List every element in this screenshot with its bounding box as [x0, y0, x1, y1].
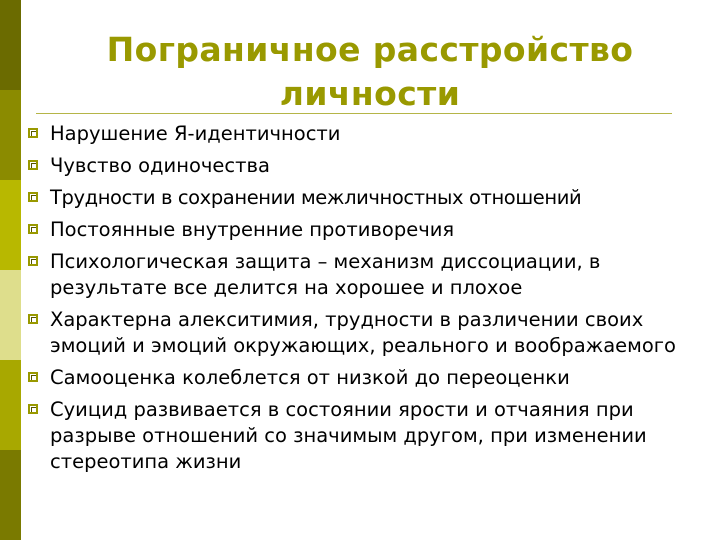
square-bullet-icon — [28, 224, 38, 234]
bar-segment — [0, 0, 21, 90]
square-bullet-icon — [28, 372, 38, 382]
bullet-text: Трудности в сохранении межличностных отношений — [50, 186, 582, 209]
bullet-item — [28, 365, 714, 391]
bullet-text: Характерна алекситимия, трудности в различении своих эмоций и эмоций окружающих, реального и воображаемого — [50, 308, 676, 357]
bar-segment — [0, 90, 21, 180]
title-divider — [36, 113, 672, 114]
bar-segment — [0, 270, 21, 360]
bar-segment — [0, 360, 21, 450]
bullet-item — [28, 307, 714, 359]
bar-segment — [0, 180, 21, 270]
bullet-list — [28, 121, 714, 481]
bullet-text: Постоянные внутренние противоречия — [50, 218, 455, 241]
square-bullet-icon — [28, 192, 38, 202]
bullet-item — [28, 217, 714, 243]
bar-segment — [0, 450, 21, 540]
left-decorative-bar — [0, 0, 21, 540]
slide-title — [36, 28, 704, 116]
bullet-text: Суицид развивается в состоянии ярости и отчаяния при разрыве отношений со значимым другом, при изменении стереотипа жизни — [50, 398, 647, 473]
square-bullet-icon — [28, 314, 38, 324]
bullet-text: Психологическая защита – механизм диссоциации, в результате все делится на хорошее и плохое — [50, 250, 601, 299]
bullet-item — [28, 185, 714, 211]
slide-title-line-1: Пограничное расстройство — [106, 30, 634, 69]
square-bullet-icon — [28, 128, 38, 138]
bullet-item — [28, 153, 714, 179]
square-bullet-icon — [28, 160, 38, 170]
bullet-item — [28, 249, 714, 301]
bullet-item — [28, 397, 714, 475]
bullet-item — [28, 121, 714, 147]
slide-title-line-2: личности — [279, 74, 461, 113]
bullet-text: Нарушение Я-идентичности — [50, 122, 341, 145]
bullet-text: Чувство одиночества — [50, 154, 270, 177]
square-bullet-icon — [28, 256, 38, 266]
bullet-text: Самооценка колеблется от низкой до переоценки — [50, 366, 570, 389]
square-bullet-icon — [28, 404, 38, 414]
